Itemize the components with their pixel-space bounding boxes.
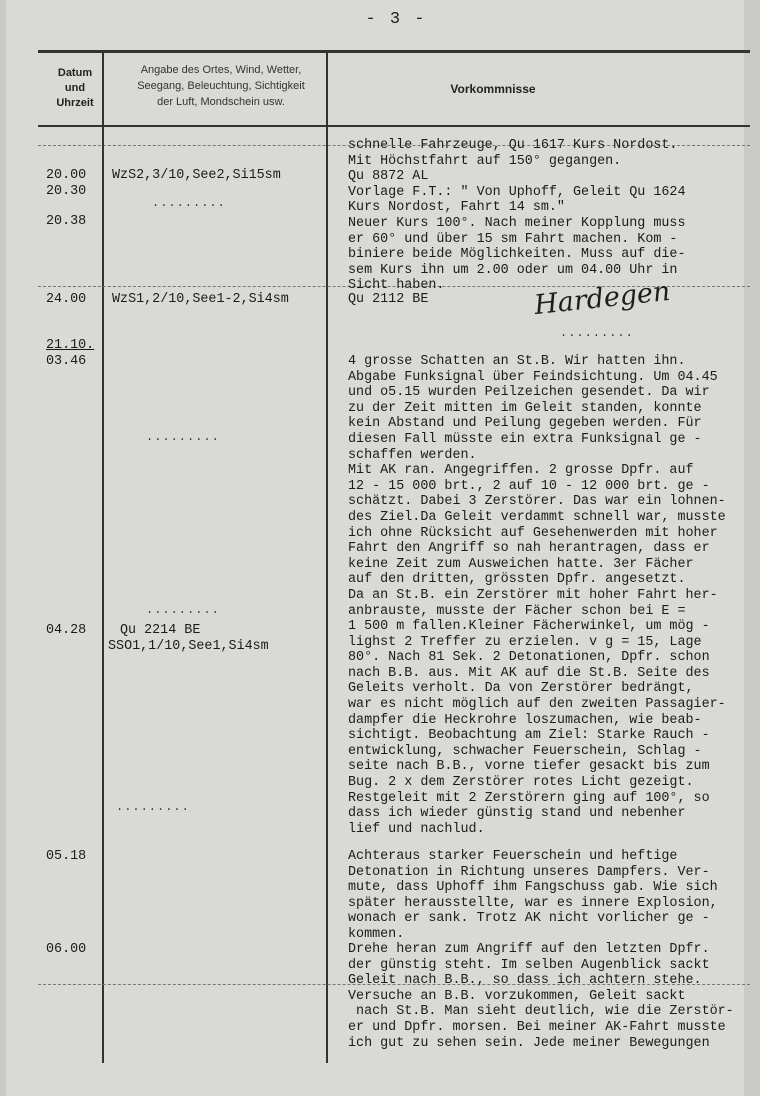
time-2038: 20.38 bbox=[46, 214, 87, 229]
time-2000: 20.00 bbox=[46, 168, 87, 183]
time-0518: 05.18 bbox=[46, 849, 87, 864]
header-bottom-rule bbox=[38, 125, 750, 127]
ort-dots: ......... bbox=[152, 196, 226, 210]
ort-dots: ......... bbox=[146, 430, 220, 444]
time-2400: 24.00 bbox=[46, 292, 87, 307]
header-vorkommnisse: Vorkommnisse bbox=[450, 82, 536, 96]
time-0428: 04.28 bbox=[46, 623, 87, 638]
ort-dots: ......... bbox=[146, 603, 220, 617]
time-0346: 03.46 bbox=[46, 354, 87, 369]
page-number: - 3 - bbox=[365, 10, 427, 29]
time-0600: 06.00 bbox=[46, 942, 87, 957]
vorkommnisse-entry: Qu 2112 BE bbox=[348, 292, 429, 307]
header-datum: Datum und Uhrzeit bbox=[56, 67, 94, 109]
ort-entry: SSO1,1/10,See1,Si4sm bbox=[108, 639, 269, 654]
column-divider-2 bbox=[326, 53, 328, 1063]
log-page bbox=[6, 0, 744, 1096]
ort-entry: WzS1,2/10,See1-2,Si4sm bbox=[112, 292, 289, 307]
ort-dots: ......... bbox=[116, 800, 190, 814]
signature-dots: ......... bbox=[560, 326, 634, 340]
header-ort: Angabe des Ortes, Wind, Wetter, Seegang, Beleuchtung, Sichtigkeit der Luft, Mondschein usw. bbox=[137, 64, 305, 108]
signature: Hardegen bbox=[532, 275, 672, 322]
header-top-rule bbox=[38, 50, 750, 53]
ort-entry: Qu 2214 BE bbox=[120, 623, 201, 638]
vorkommnisse-entry: Drehe heran zum Angriff auf den letzten Dpfr. der günstig steht. Im selben Augenblick sackt Geleit nach B.B., so dass ich achtern stehe. Versuche an B.B. vorzukommen, Geleit sackt nach St.B. Man sieht deutlich, wie die Zerstör- er und Dpfr. morsen. Bei meiner AK-Fahrt musste ich gut zu sehen sein. Jede meiner Bewegungen bbox=[348, 942, 734, 1051]
vorkommnisse-entry: schnelle Fahrzeuge, Qu 1617 Kurs Nordost. Mit Höchstfahrt auf 150° gegangen. Qu 8872 AL Vorlage F.T.: " Von Uphoff, Geleit Qu 1624 Kurs Nordost, Fahrt 14 sm." Neuer Kurs 100°. Nach meiner Kopplung muss er 60° und über 15 sm Fahrt machen. Kom - biniere beide Möglichkeiten. Muss auf die- sem Kurs ihn um 2.00 oder um 04.00 Uhr in Sicht haben. bbox=[348, 138, 686, 294]
ort-entry: WzS2,3/10,See2,Si15sm bbox=[112, 168, 281, 183]
time-2030: 20.30 bbox=[46, 184, 87, 199]
column-divider-1 bbox=[102, 53, 104, 1063]
vorkommnisse-entry: Achteraus starker Feuerschein und heftige Detonation in Richtung unseres Dampfers. Ver- mute, dass Uphoff ihm Fangschuss gab. Wie sich später herausstellte, war es innere Explosion, wonach er sank. Trotz AK nicht vorlicher ge - kommen. bbox=[348, 849, 718, 942]
vorkommnisse-entry: 4 grosse Schatten an St.B. Wir hatten ihn. Abgabe Funksignal über Feindsichtung. Um 04.45 und o5.15 wurden Peilzeichen gesendet. Da wir zu der Zeit mitten im Geleit standen, konnte kein Abstand und Peilung gegeben werden. Für diesen Fall müsste ein extra Funksignal ge - schaffen werden. Mit AK ran. Angegriffen. 2 grosse Dpfr. auf 12 - 15 000 brt., 2 auf 10 - 12 000 brt. ge - schätzt. Dabei 3 Zerstörer. Das war ein lohnen- des Ziel.Da Geleit verdammt schnell war, musste ich ohne Rücksicht auf Gesehenwerden mit hoher Fahrt den Angriff so nah herantragen, dass er keine Zeit zum Ausweichen hatte. 3er Fächer auf den dritten, grössten Dpfr. angesetzt. Da an St.B. ein Zerstörer mit hoher Fahrt her- anbrauste, musste der Fächer schon bei E = 1 500 m fallen.Kleiner Fächerwinkel, um mög - lighst 2 Treffer zu erzielen. v g = 15, Lage 80°. Nach 81 Sek. 2 Detonationen, Dpfr. schon nach B.B. aus. Mit AK auf die St.B. Seite des Geleits verholt. Da von Zerstörer bedrängt, war es nicht möglich auf den zweiten Passagier- dampfer die Heckrohre loszumachen, wie beab- sichtigt. Beobachtung am Ziel: Starke Rauch - entwicklung, schwacher Feuerschein, Schlag - seite nach B.B., vorne tiefer gesackt bis zum Bug. 2 x dem Zerstörer rotes Licht gezeigt. Restgeleit mit 2 Zerstörern ging auf 100°, so dass ich wieder günstig stand und nebenher lief und nachlud. bbox=[348, 354, 726, 837]
date-2110: 21.10. bbox=[46, 338, 95, 353]
